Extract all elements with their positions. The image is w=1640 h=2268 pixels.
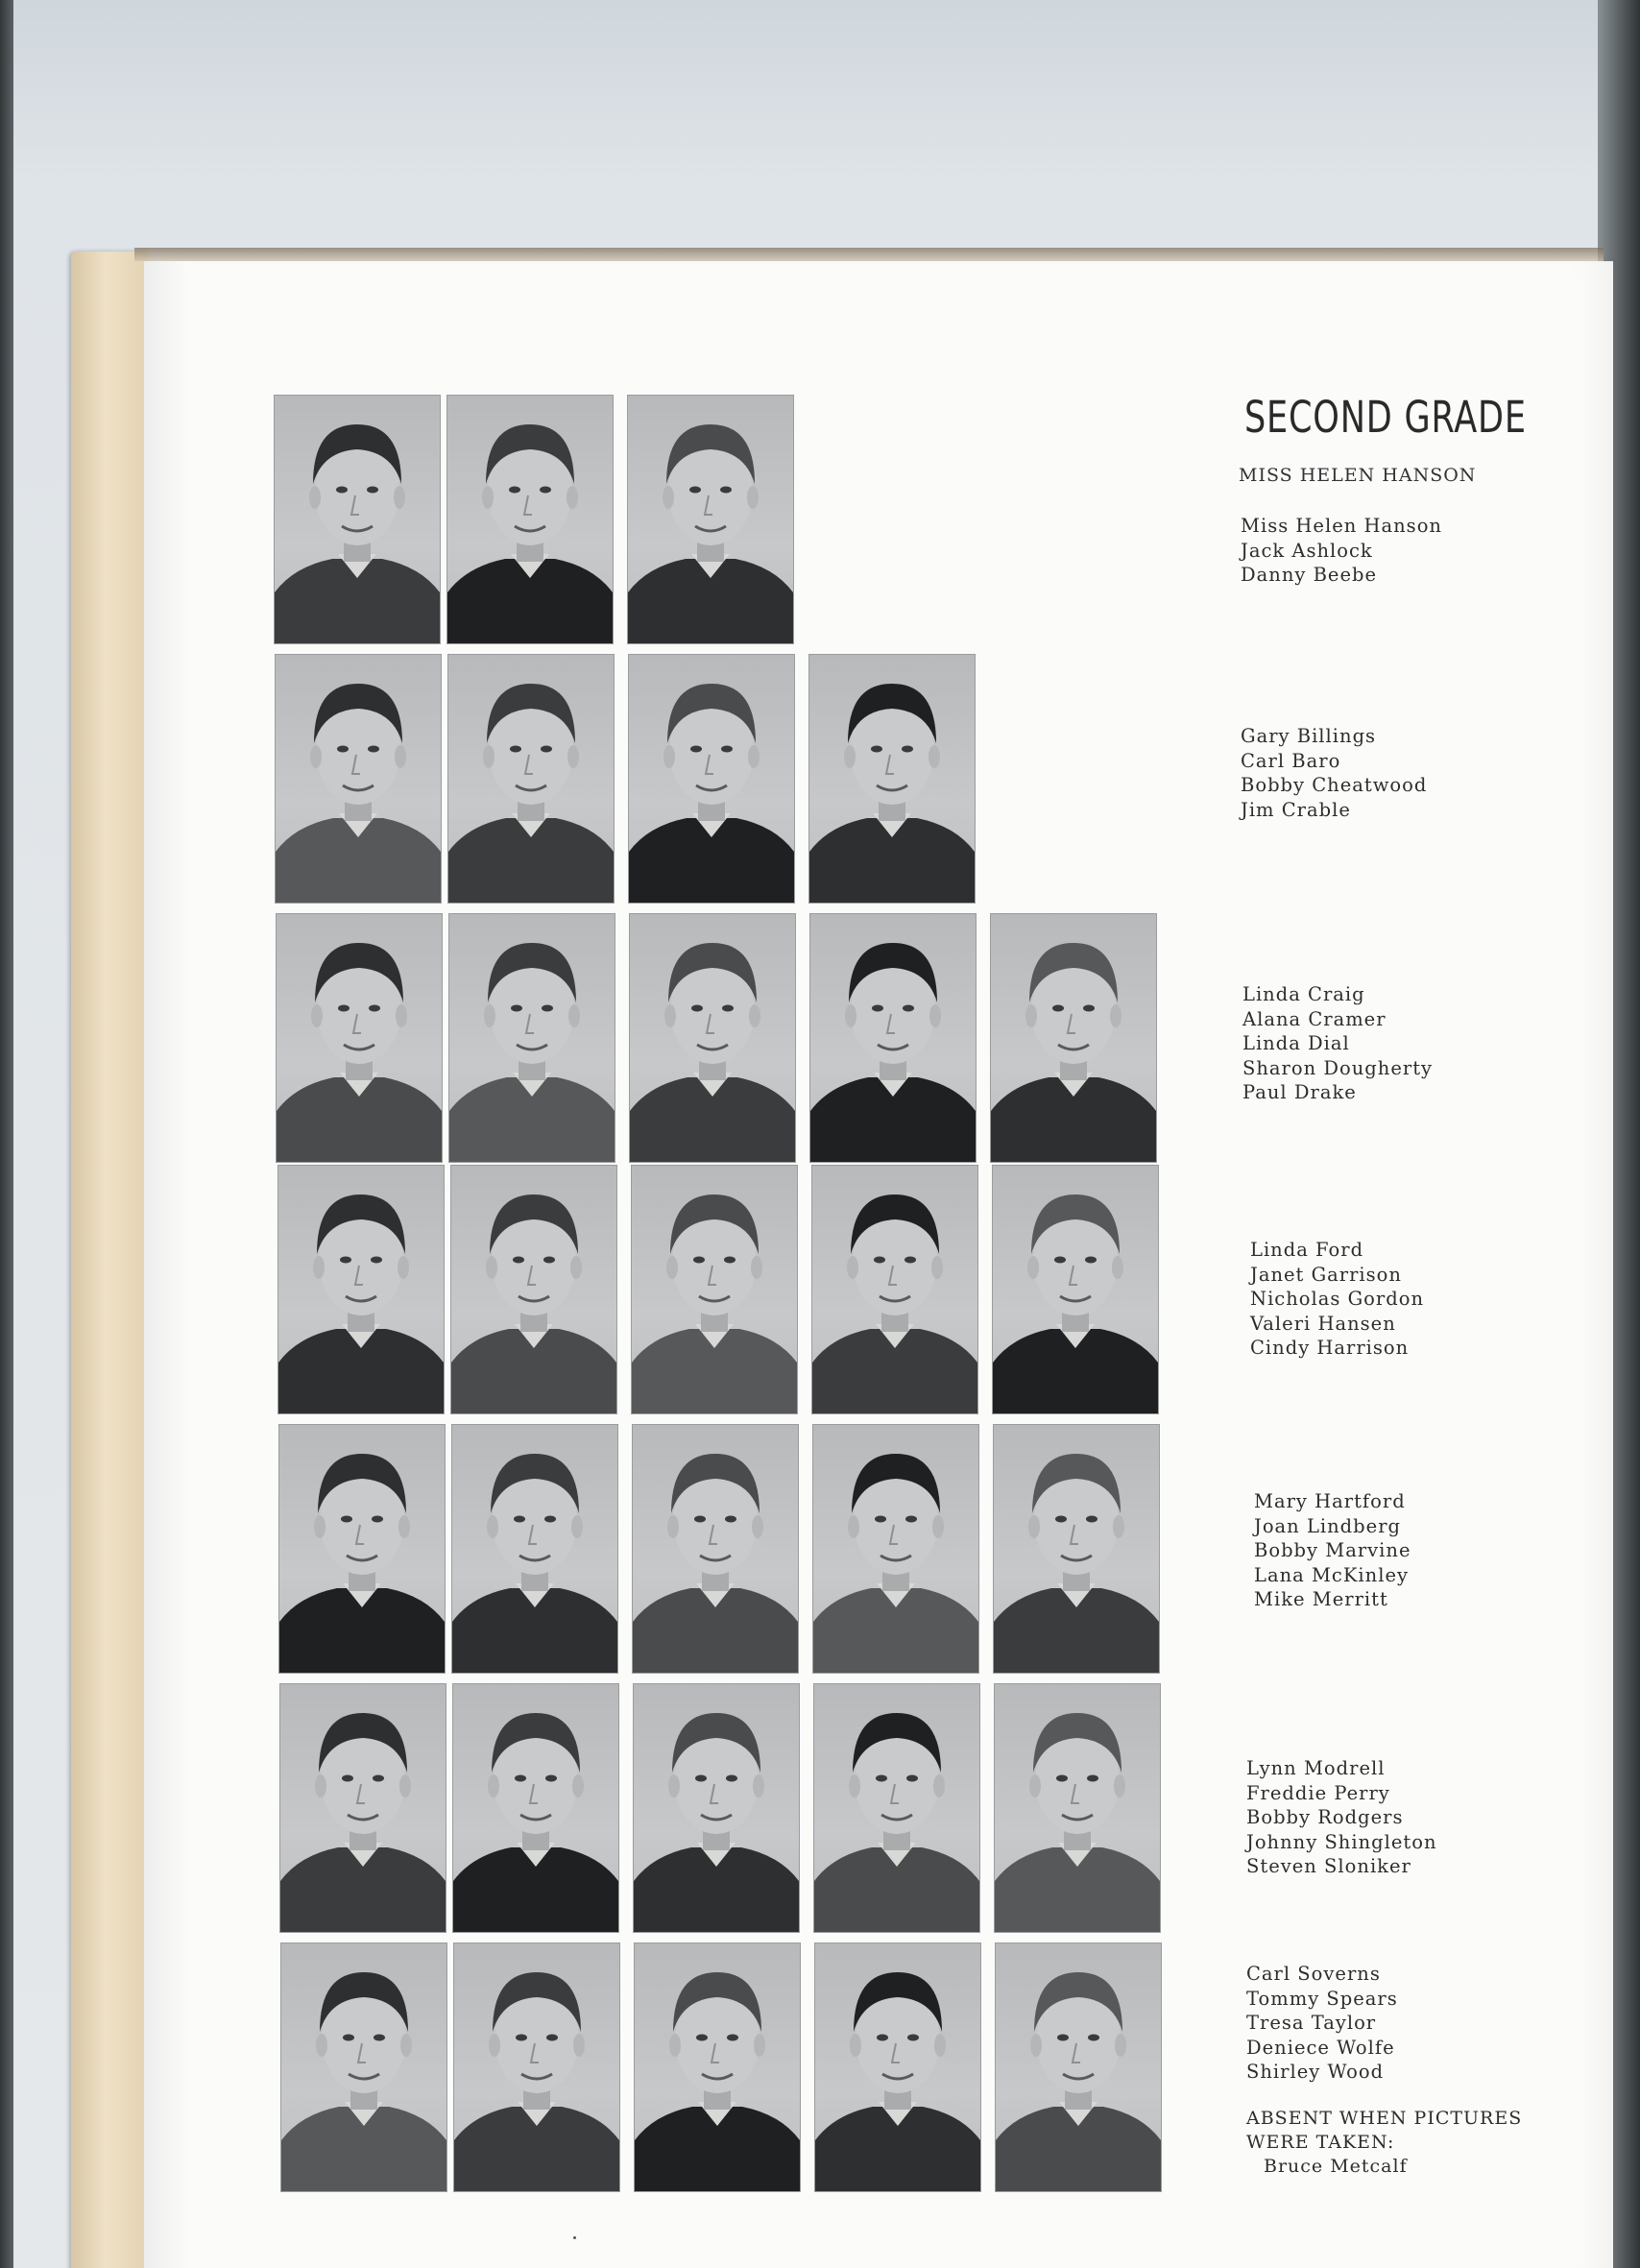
student-name: Cindy Harrison [1250,1337,1410,1359]
student-name: Johnny Shingleton [1246,1830,1437,1853]
student-portrait [278,1166,444,1413]
student-portrait [995,1684,1160,1932]
absent-label-line-1: ABSENT WHEN PICTURES [1246,2108,1523,2129]
name-group-row-4 [1250,1238,1424,1361]
name-group-row-2 [1241,724,1427,822]
student-portrait [275,396,440,643]
student-portrait [634,1684,799,1932]
name-group-row-6 [1246,1756,1437,1879]
student-portrait [812,1166,977,1413]
page-top-shadow [134,248,1604,261]
student-name: Deniece Wolfe [1246,2036,1395,2059]
student-name: Bobby Marvine [1254,1539,1411,1561]
student-portrait [452,1425,617,1673]
student-portrait [451,1166,616,1413]
name-group-row-5 [1254,1489,1411,1612]
student-portrait [449,914,615,1162]
student-name: Freddie Perry [1246,1781,1390,1804]
student-portrait [281,1943,446,2191]
name-group-row-7 [1246,1962,1398,2085]
student-portrait [996,1943,1161,2191]
student-name: Jack Ashlock [1241,539,1373,562]
student-portrait [813,1425,978,1673]
student-portrait [991,914,1156,1162]
student-name: Sharon Dougherty [1242,1056,1434,1079]
student-portrait [453,1684,618,1932]
student-portrait [993,1166,1158,1413]
student-portrait [447,396,613,643]
student-name: Miss Helen Hanson [1241,515,1442,537]
student-name: Danny Beebe [1241,564,1378,586]
student-name: Steven Sloniker [1246,1855,1411,1877]
student-name: Mary Hartford [1254,1490,1406,1512]
student-portrait [630,914,795,1162]
student-portrait [629,655,794,903]
student-name: Valeri Hansen [1250,1312,1396,1335]
student-portrait [632,1166,797,1413]
student-name: Lana McKinley [1254,1563,1410,1586]
absent-note [1246,2107,1522,2179]
student-portrait [994,1425,1159,1673]
student-portrait [633,1425,798,1673]
student-name: Bobby Cheatwood [1241,774,1428,796]
scanner-edge-left [0,0,13,2268]
student-name: Alana Cramer [1242,1007,1387,1030]
student-portrait [454,1943,619,2191]
student-name: Linda Ford [1250,1239,1364,1261]
page-title: SECOND GRADE [1244,392,1527,443]
student-portrait [276,655,441,903]
student-name: Paul Drake [1242,1081,1357,1103]
student-name: Linda Craig [1242,983,1365,1005]
student-portrait [635,1943,800,2191]
student-portrait [280,1684,446,1932]
absent-student-name: Bruce Metcalf [1264,2156,1408,2177]
student-portrait [628,396,793,643]
student-portrait [448,655,614,903]
student-name: Jim Crable [1241,798,1351,821]
student-name: Gary Billings [1241,725,1377,747]
student-portrait [815,1943,980,2191]
student-name: Lynn Modrell [1246,1757,1386,1779]
name-group-row-1 [1241,514,1442,588]
student-portrait [279,1425,445,1673]
name-group-row-3 [1242,982,1433,1105]
teacher-name: MISS HELEN HANSON [1239,465,1477,486]
student-name: Carl Baro [1241,749,1341,772]
book-binding [71,252,148,2268]
student-name: Bobby Rodgers [1246,1806,1404,1828]
student-name: Tommy Spears [1246,1987,1398,2010]
student-name: Janet Garrison [1250,1263,1402,1286]
student-portrait [814,1684,979,1932]
student-name: Mike Merritt [1254,1588,1388,1610]
absent-label-line-2: WERE TAKEN: [1246,2132,1395,2153]
page-gutter [144,261,188,2268]
student-name: Linda Dial [1242,1032,1350,1054]
student-name: Shirley Wood [1246,2061,1385,2083]
student-name: Joan Lindberg [1254,1514,1401,1537]
student-name: Tresa Taylor [1246,2012,1377,2034]
student-name: Nicholas Gordon [1250,1288,1425,1310]
student-name: Carl Soverns [1246,1963,1381,1985]
dust-speck [573,2236,576,2239]
student-portrait [277,914,442,1162]
student-portrait [809,655,975,903]
student-portrait [810,914,976,1162]
